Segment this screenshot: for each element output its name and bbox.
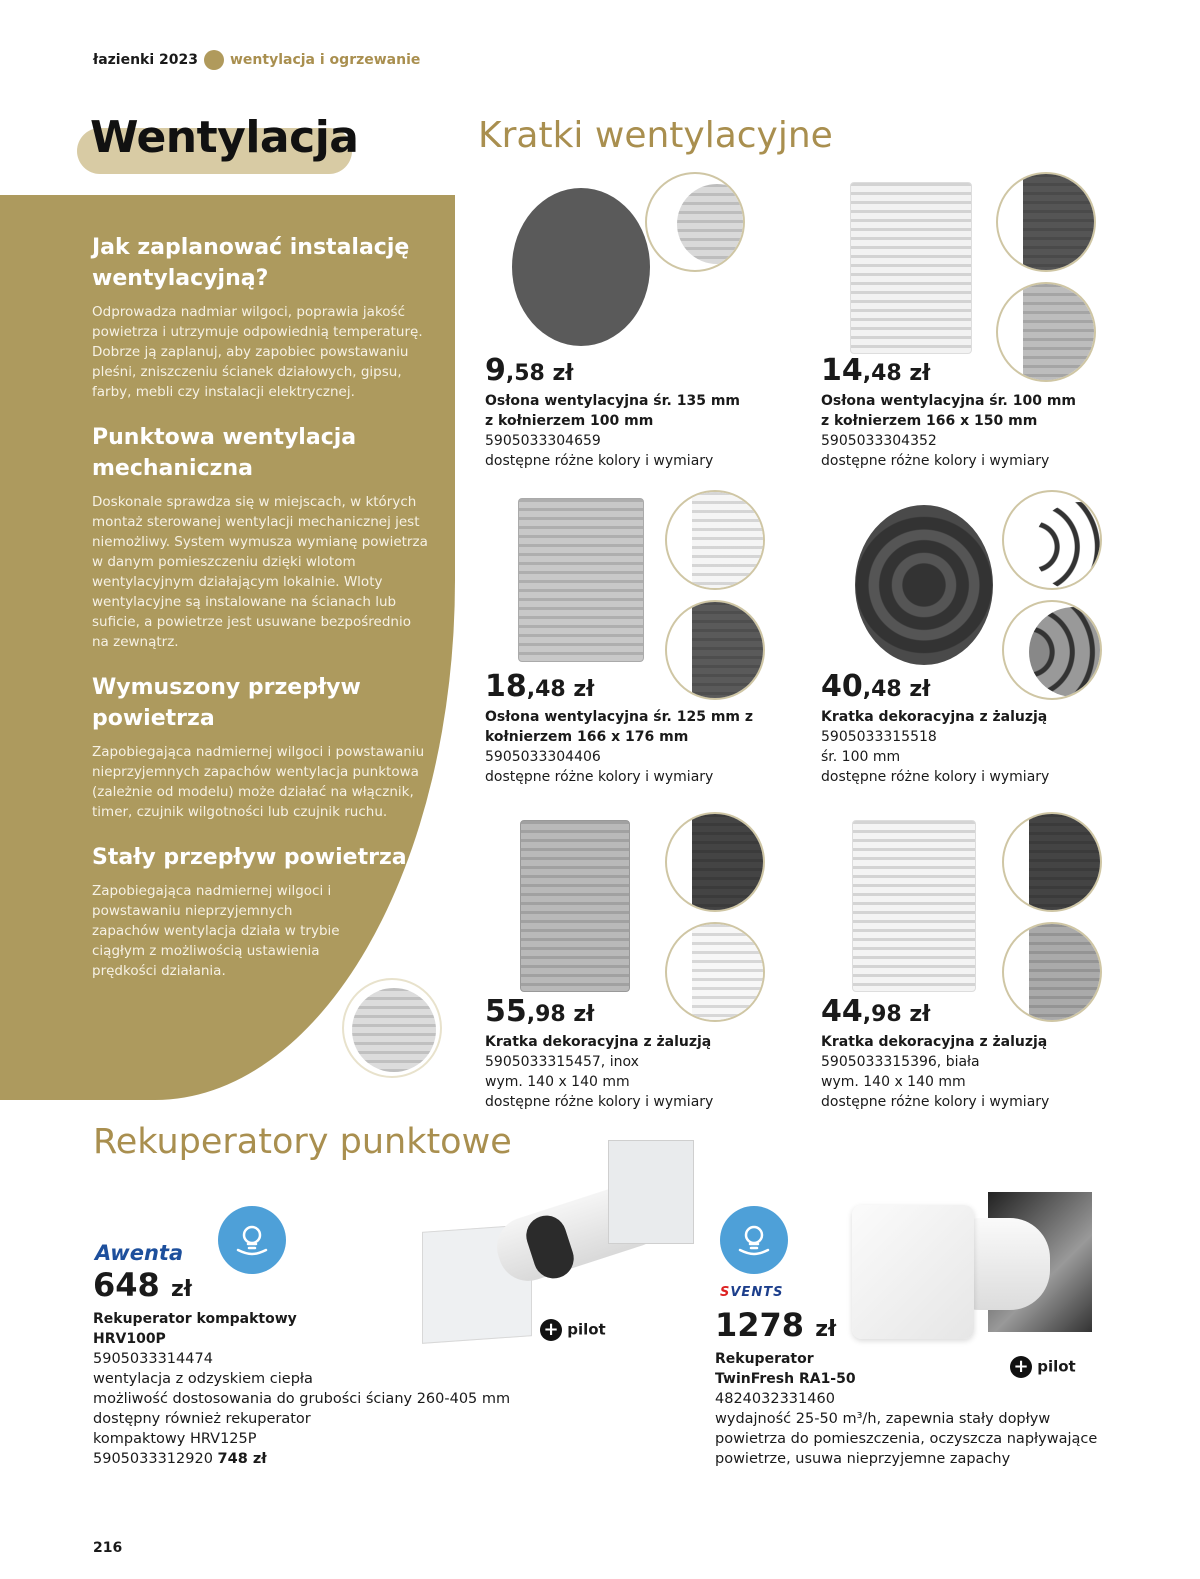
white-grille-image: [852, 820, 976, 992]
info-text-2: Doskonale sprawdza się w miejscach, w których montaż sterowanej wentylacji mechanicznej jest niemożliwy. System wymusza wymianę powietrza w danym pomieszczeniu dzięki wlotom wentylacyjnym działającym lokalnie. Wloty wentylacyjne są instalowane na ścianach lub suficie, a powietrze jest usuwane bezpośrednio na zewnątrz.: [92, 494, 428, 650]
product-price: 1278 zł: [715, 1306, 837, 1344]
catalog-label: łazienki 2023: [93, 52, 198, 68]
plus-icon: +: [540, 1319, 562, 1341]
product-price: 9,58 zł: [485, 353, 574, 388]
product-card: [821, 995, 1121, 1112]
product-price: 40,48 zł: [821, 669, 931, 704]
product-code: 4824032331460: [715, 1391, 835, 1407]
product-price: 18,48 zł: [485, 669, 595, 704]
product-price: 44,98 zł: [821, 994, 931, 1029]
product-card: [485, 354, 785, 471]
product-extra: wym. 140 x 140 mm: [485, 1074, 630, 1090]
header-dot-icon: [204, 50, 224, 70]
product-desc: wydajność 25-50 m³/h, zapewnia stały dopływ: [715, 1411, 1051, 1427]
product-note: dostępne różne kolory i wymiary: [821, 1094, 1050, 1110]
page-header: [93, 50, 420, 70]
product-extra: śr. 100 mm: [821, 749, 901, 765]
product-note: dostępne różne kolory i wymiary: [485, 1094, 714, 1110]
grilles-section-title: Kratki wentylacyjne: [478, 115, 833, 156]
round-cover-dark-image: [512, 188, 650, 346]
product-card: [821, 354, 1121, 471]
awenta-logo: Awenta: [95, 1241, 184, 1265]
grille-detail-image: [342, 978, 442, 1078]
square-cover-white-image: [850, 182, 972, 354]
product-desc: wentylacja z odzyskiem ciepła: [93, 1371, 313, 1387]
vents-logo-mark: S: [720, 1285, 731, 1300]
product-model: HRV100P: [93, 1331, 166, 1347]
info-panel: [92, 232, 432, 1001]
product-desc: dostępny również rekuperator: [93, 1411, 311, 1427]
product-card: [485, 670, 785, 787]
remote-badge: + pilot: [1010, 1356, 1076, 1378]
product-name: Rekuperator kompaktowy: [93, 1311, 297, 1327]
round-cover-detail-image: [645, 172, 745, 272]
grille-dark-detail-image: [665, 812, 765, 912]
product-price: 14,48 zł: [821, 353, 931, 388]
product-code: 5905033314474: [93, 1351, 213, 1367]
product-desc: powietrze, usuwa nieprzyjemne zapachy: [715, 1451, 1011, 1467]
recuperators-section-title: Rekuperatory punktowe: [93, 1122, 512, 1162]
page-number: 216: [93, 1540, 123, 1556]
info-heading-3: Wymuszony przepływ powietrza: [92, 675, 361, 731]
product-code: 5905033315396, biała: [821, 1054, 980, 1070]
remote-badge: + pilot: [540, 1319, 606, 1341]
vents-logo: SVENTS: [720, 1285, 784, 1300]
info-text-3: Zapobiegająca nadmiernej wilgoci i powstawaniu nieprzyjemnych zapachów wentylacja punktowa (zależnie od modelu) może działać na włącznik, timer, czujnik wilgotności lub czujnik ruchu.: [92, 744, 425, 820]
product-note: dostępne różne kolory i wymiary: [485, 453, 714, 469]
twinfresh-inner-panel-image: [852, 1205, 974, 1339]
grille-dark-detail-image: [1002, 812, 1102, 912]
product-desc: kompaktowy HRV125P: [93, 1431, 257, 1447]
square-cover-grey-image: [518, 498, 644, 662]
product-name: Kratka dekoracyjna z żaluzją: [821, 709, 1048, 725]
eco-lightbulb-icon: [218, 1206, 286, 1274]
product-name: Osłona wentylacyjna śr. 100 mm z kołnierzem 166 x 150 mm: [821, 393, 1077, 429]
info-heading-4: Stały przepływ powietrza: [92, 845, 407, 870]
product-code: 5905033304406: [485, 749, 601, 765]
product-price: 648 zł: [93, 1266, 192, 1304]
product-code: 5905033315518: [821, 729, 937, 745]
eco-lightbulb-icon: [720, 1206, 788, 1274]
product-note: dostępne różne kolory i wymiary: [485, 769, 714, 785]
product-card: [485, 995, 785, 1112]
cover-white-detail-image: [665, 490, 765, 590]
inox-grille-image: [520, 820, 630, 992]
section-label: wentylacja i ogrzewanie: [230, 52, 421, 68]
product-price: 55,98 zł: [485, 994, 595, 1029]
product-code: 5905033315457, inox: [485, 1054, 639, 1070]
product-extra: wym. 140 x 140 mm: [821, 1074, 966, 1090]
cover-dark-detail-image: [996, 172, 1096, 272]
product-name: Kratka dekoracyjna z żaluzją: [485, 1034, 712, 1050]
product-note: dostępne różne kolory i wymiary: [821, 769, 1050, 785]
page-title: Wentylacja: [90, 112, 359, 163]
info-text-4: Zapobiegająca nadmiernej wilgoci i powstawaniu nieprzyjemnych zapachów wentylacja działa w trybie ciągłym z możliwością ustawienia prędkości działania.: [92, 883, 340, 979]
product-code: 5905033304659: [485, 433, 601, 449]
alt-product: 5905033312920 748 zł: [93, 1451, 267, 1467]
info-text-1: Odprowadza nadmiar wilgoci, poprawia jakość powietrza i utrzymuje odpowiednią temperaturę. Dobrze ją zaplanuj, aby zapobiec powstawaniu pleśni, zniszczeniu ścianek działowych, gipsu, farby, mebli czy instalacji elektrycznej.: [92, 304, 423, 400]
info-heading-2: Punktowa wentylacja mechaniczna: [92, 425, 357, 481]
product-card: [821, 670, 1121, 787]
recuperator-wall-plate-image: [608, 1140, 694, 1244]
plus-icon: +: [1010, 1356, 1032, 1378]
product-name: Osłona wentylacyjna śr. 135 mm z kołnierzem 100 mm: [485, 393, 741, 429]
product-desc: możliwość dostosowania do grubości ściany 260-405 mm: [93, 1391, 511, 1407]
product-code: 5905033304352: [821, 433, 937, 449]
product-note: dostępne różne kolory i wymiary: [821, 453, 1050, 469]
product-desc: powietrza do pomieszczenia, oczyszcza napływające: [715, 1431, 1098, 1447]
product-name: Osłona wentylacyjna śr. 125 mm z kołnierzem 166 x 176 mm: [485, 709, 754, 745]
product-model: TwinFresh RA1-50: [715, 1371, 856, 1387]
info-heading-1: Jak zaplanować instalację wentylacyjną?: [92, 235, 410, 291]
product-name: Rekuperator: [715, 1351, 814, 1367]
product-name: Kratka dekoracyjna z żaluzją: [821, 1034, 1048, 1050]
grille-white-detail-image: [1002, 490, 1102, 590]
round-decorative-grille-image: [855, 505, 993, 665]
